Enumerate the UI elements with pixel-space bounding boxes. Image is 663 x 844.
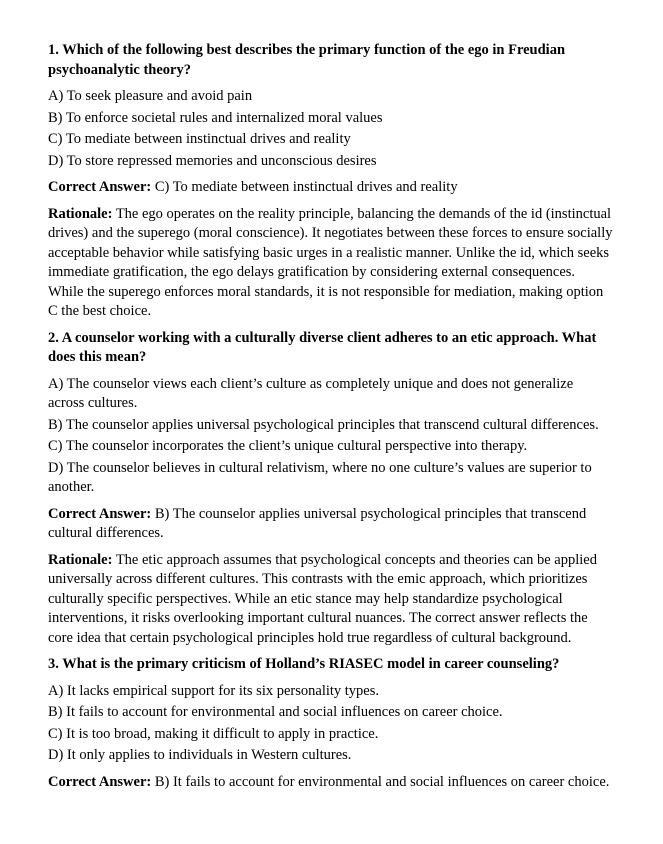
question-block-3 xyxy=(48,655,613,792)
correct-answer-text: B) The counselor applies universal psychological principles that transcend cultural differences. xyxy=(48,505,587,541)
rationale-text: The ego operates on the reality principle, balancing the demands of the id (instinctual drives) and the superego (moral conscience). It negotiates between these forces to ensure socially acceptable behavior while satisfying basic urges in a realistic manner. Unlike the id, which seeks immediate gratification, the ego delays gratification by considering external consequences. While the superego enforces moral standards, it is not responsible for mediation, making option C the best choice. xyxy=(48,205,613,319)
option-b: B) To enforce societal rules and internalized moral values xyxy=(48,109,383,126)
option-a: A) To seek pleasure and avoid pain xyxy=(48,88,253,104)
option-d: D) To store repressed memories and unconscious desires xyxy=(48,152,377,169)
correct-answer-text: B) It fails to account for environmental and social influences on career choice. xyxy=(154,773,610,790)
rationale-text: The etic approach assumes that psychological concepts and theories can be applied universally across different cultures. This contrasts with the emic approach, which prioritizes culturally specific perspectives. While an etic stance may help standardize psychological interventions, it risks overlooking important cultural nuances. The correct answer reflects the core idea that certain psychological principles hold true regardless of cultural background. xyxy=(48,551,597,646)
rationale-line xyxy=(48,551,613,649)
options-list xyxy=(48,375,613,498)
option-b: B) The counselor applies universal psychological principles that transcend cultural differences. xyxy=(48,416,599,433)
option-a: A) It lacks empirical support for its six personality types. xyxy=(48,682,380,699)
option-d: D) It only applies to individuals in Western cultures. xyxy=(48,747,352,763)
option-a: A) The counselor views each client’s culture as completely unique and does not generalize across cultures. xyxy=(48,375,574,411)
question-block-2 xyxy=(48,329,613,649)
correct-answer-label: Correct Answer: xyxy=(48,505,152,522)
option-d: D) The counselor believes in cultural relativism, where no one culture’s values are superior to another. xyxy=(48,459,592,495)
question-block-1 xyxy=(48,41,613,322)
options-list xyxy=(48,87,613,171)
question-title: 1. Which of the following best describes the primary function of the ego in Freudian psychoanalytic theory? xyxy=(48,42,566,78)
correct-answer-line xyxy=(48,505,613,544)
options-list xyxy=(48,682,613,766)
rationale-label: Rationale: xyxy=(48,205,113,222)
option-c: C) It is too broad, making it difficult to apply in practice. xyxy=(48,725,379,742)
correct-answer-label: Correct Answer: xyxy=(48,773,152,790)
correct-answer-label: Correct Answer: xyxy=(48,179,152,195)
option-c: C) To mediate between instinctual drives and reality xyxy=(48,131,351,147)
question-title: 3. What is the primary criticism of Holland’s RIASEC model in career counseling? xyxy=(48,656,560,672)
option-b: B) It fails to account for environmental and social influences on career choice. xyxy=(48,704,503,720)
correct-answer-text: C) To mediate between instinctual drives and reality xyxy=(154,179,458,195)
rationale-label: Rationale: xyxy=(48,551,113,568)
correct-answer-line xyxy=(48,773,613,793)
option-c: C) The counselor incorporates the client’s unique cultural perspective into therapy. xyxy=(48,438,528,454)
correct-answer-line xyxy=(48,178,613,198)
question-title: 2. A counselor working with a culturally diverse client adheres to an etic approach. What does this mean? xyxy=(48,329,597,365)
rationale-line xyxy=(48,205,613,322)
